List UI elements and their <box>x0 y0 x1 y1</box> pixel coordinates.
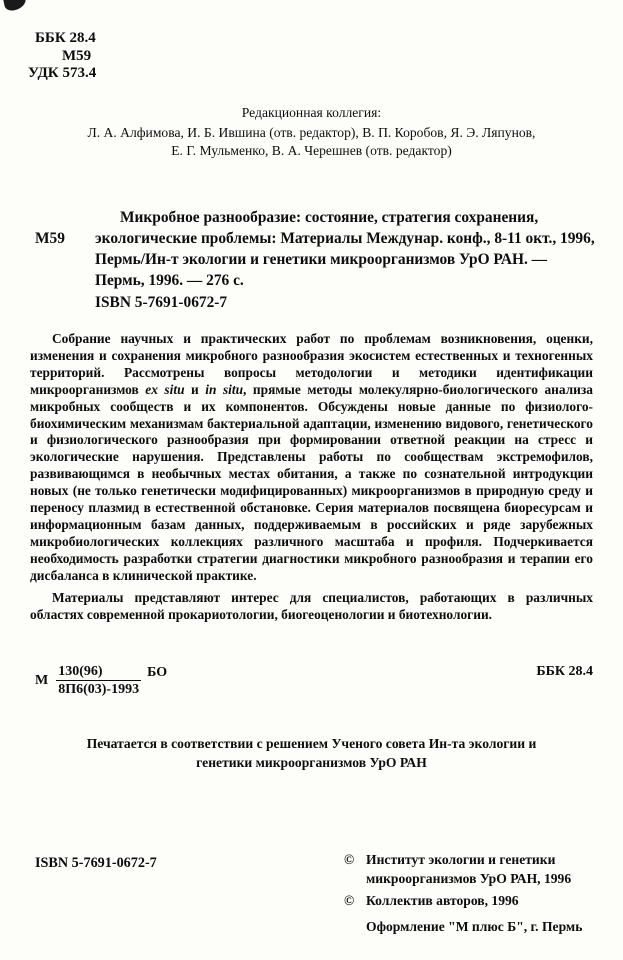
catalog-denominator: 8П6(03)-1993 <box>58 682 140 697</box>
editorial-board-line2: Е. Г. Мульменко, В. А. Черешнев (отв. редактор) <box>171 143 452 158</box>
classification-codes <box>28 30 96 83</box>
design-credit: Оформление "М плюс Б", г. Пермь <box>366 918 583 934</box>
annotation-text: , прямые методы молекулярно-биологического анализа микробных сообществ и их компонентов. Обсуждены новые данные по физиолого-биохимическим механизмам бактериальной адаптации, изменению видового, генетического и физиологического разнообразия при формировании ответной реакции на стресс и экологические нарушения. Представлены работы по сообществам экстремофилов, развивающимся в необычных местах обитания, а также по сознательной интродукции новых (не только генетически модифицированных) микроорганизмов в природную среду и переносу плазмид в естественной обстановке. Серия материалов посвящена биоресурсам и информационным базам данных, поддерживаемым в российских и ряде зарубежных микробиологических коллекциях различного масштаба и профиля. Подчеркивается необходимость разработки стратегии диагностики микробного разнообразия и терапии его дисбаланса в клинической практике. <box>30 381 593 583</box>
bib-title: Микробное разнообразие: состояние, стратегия сохранения, экологические проблемы: <box>95 209 539 247</box>
editorial-board <box>0 104 623 161</box>
annotation-text: Собрание научных и практических работ по проблемам возникновения, оценки, изменения и сохранения микробного разнообразия экосистем естественных и техногенных территорий. Рассмотрены вопросы методологии и методики идентификации микроорганизмов <box>30 331 593 397</box>
catalog-bbk: ББК 28.4 <box>536 664 593 679</box>
copyright-icon: © <box>344 893 355 908</box>
latin-term-ex-situ: ex situ <box>145 381 185 397</box>
scan-artifact <box>3 0 28 12</box>
annotation-paragraph-2: Материалы представляют интерес для специалистов, работающих в различных областях современной прокариотологии, биогеоценологии и биотехнологии. <box>30 589 593 622</box>
catalog-letter: М <box>35 672 49 688</box>
copyright-block <box>344 851 584 936</box>
bibliographic-entry <box>35 207 595 313</box>
bib-imprint: Материалы Междунар. конф., 8-11 окт., 1996, Пермь/Ин-т экологии и генетики микроорганизмов УрО РАН. — Пермь, 1996. — 276 с. <box>95 230 595 289</box>
catalog-number-line <box>35 664 593 697</box>
catalog-numerator: 130(96) <box>56 664 141 681</box>
editorial-board-heading: Редакционная коллегия: <box>241 105 382 120</box>
bib-description <box>35 207 595 291</box>
annotation-text: и <box>184 381 206 397</box>
copyright-entry-institute: © Институт экологии и генетики микроорганизмов УрО РАН, 1996 <box>344 851 584 888</box>
editorial-board-line1: Л. А. Алфимова, И. Б. Ившина (отв. редактор), В. П. Коробов, Я. Э. Ляпунов, <box>87 124 536 140</box>
bib-author-mark: М59 <box>35 230 65 247</box>
copyright-entry-authors: © Коллектив авторов, 1996 <box>344 892 584 911</box>
udk-code: УДК 573.4 <box>28 65 97 81</box>
annotation-paragraph-1 <box>30 331 593 585</box>
catalog-bo: БО <box>147 665 168 680</box>
bib-isbn: ISBN 5-7691-0672-7 <box>95 294 228 311</box>
catalog-fraction <box>56 664 141 697</box>
annotation <box>30 331 593 623</box>
footer-isbn: ISBN 5-7691-0672-7 <box>35 855 157 871</box>
approval-statement: Печатается в соответствии с решением Ученого совета Ин-та экологии и генетики микроорганизмов УрО РАН <box>86 736 537 770</box>
copyright-icon: © <box>344 852 355 867</box>
latin-term-in-situ: in situ <box>205 381 244 397</box>
author-mark: М59 <box>62 47 92 64</box>
bbk-code: ББК 28.4 <box>35 30 96 46</box>
